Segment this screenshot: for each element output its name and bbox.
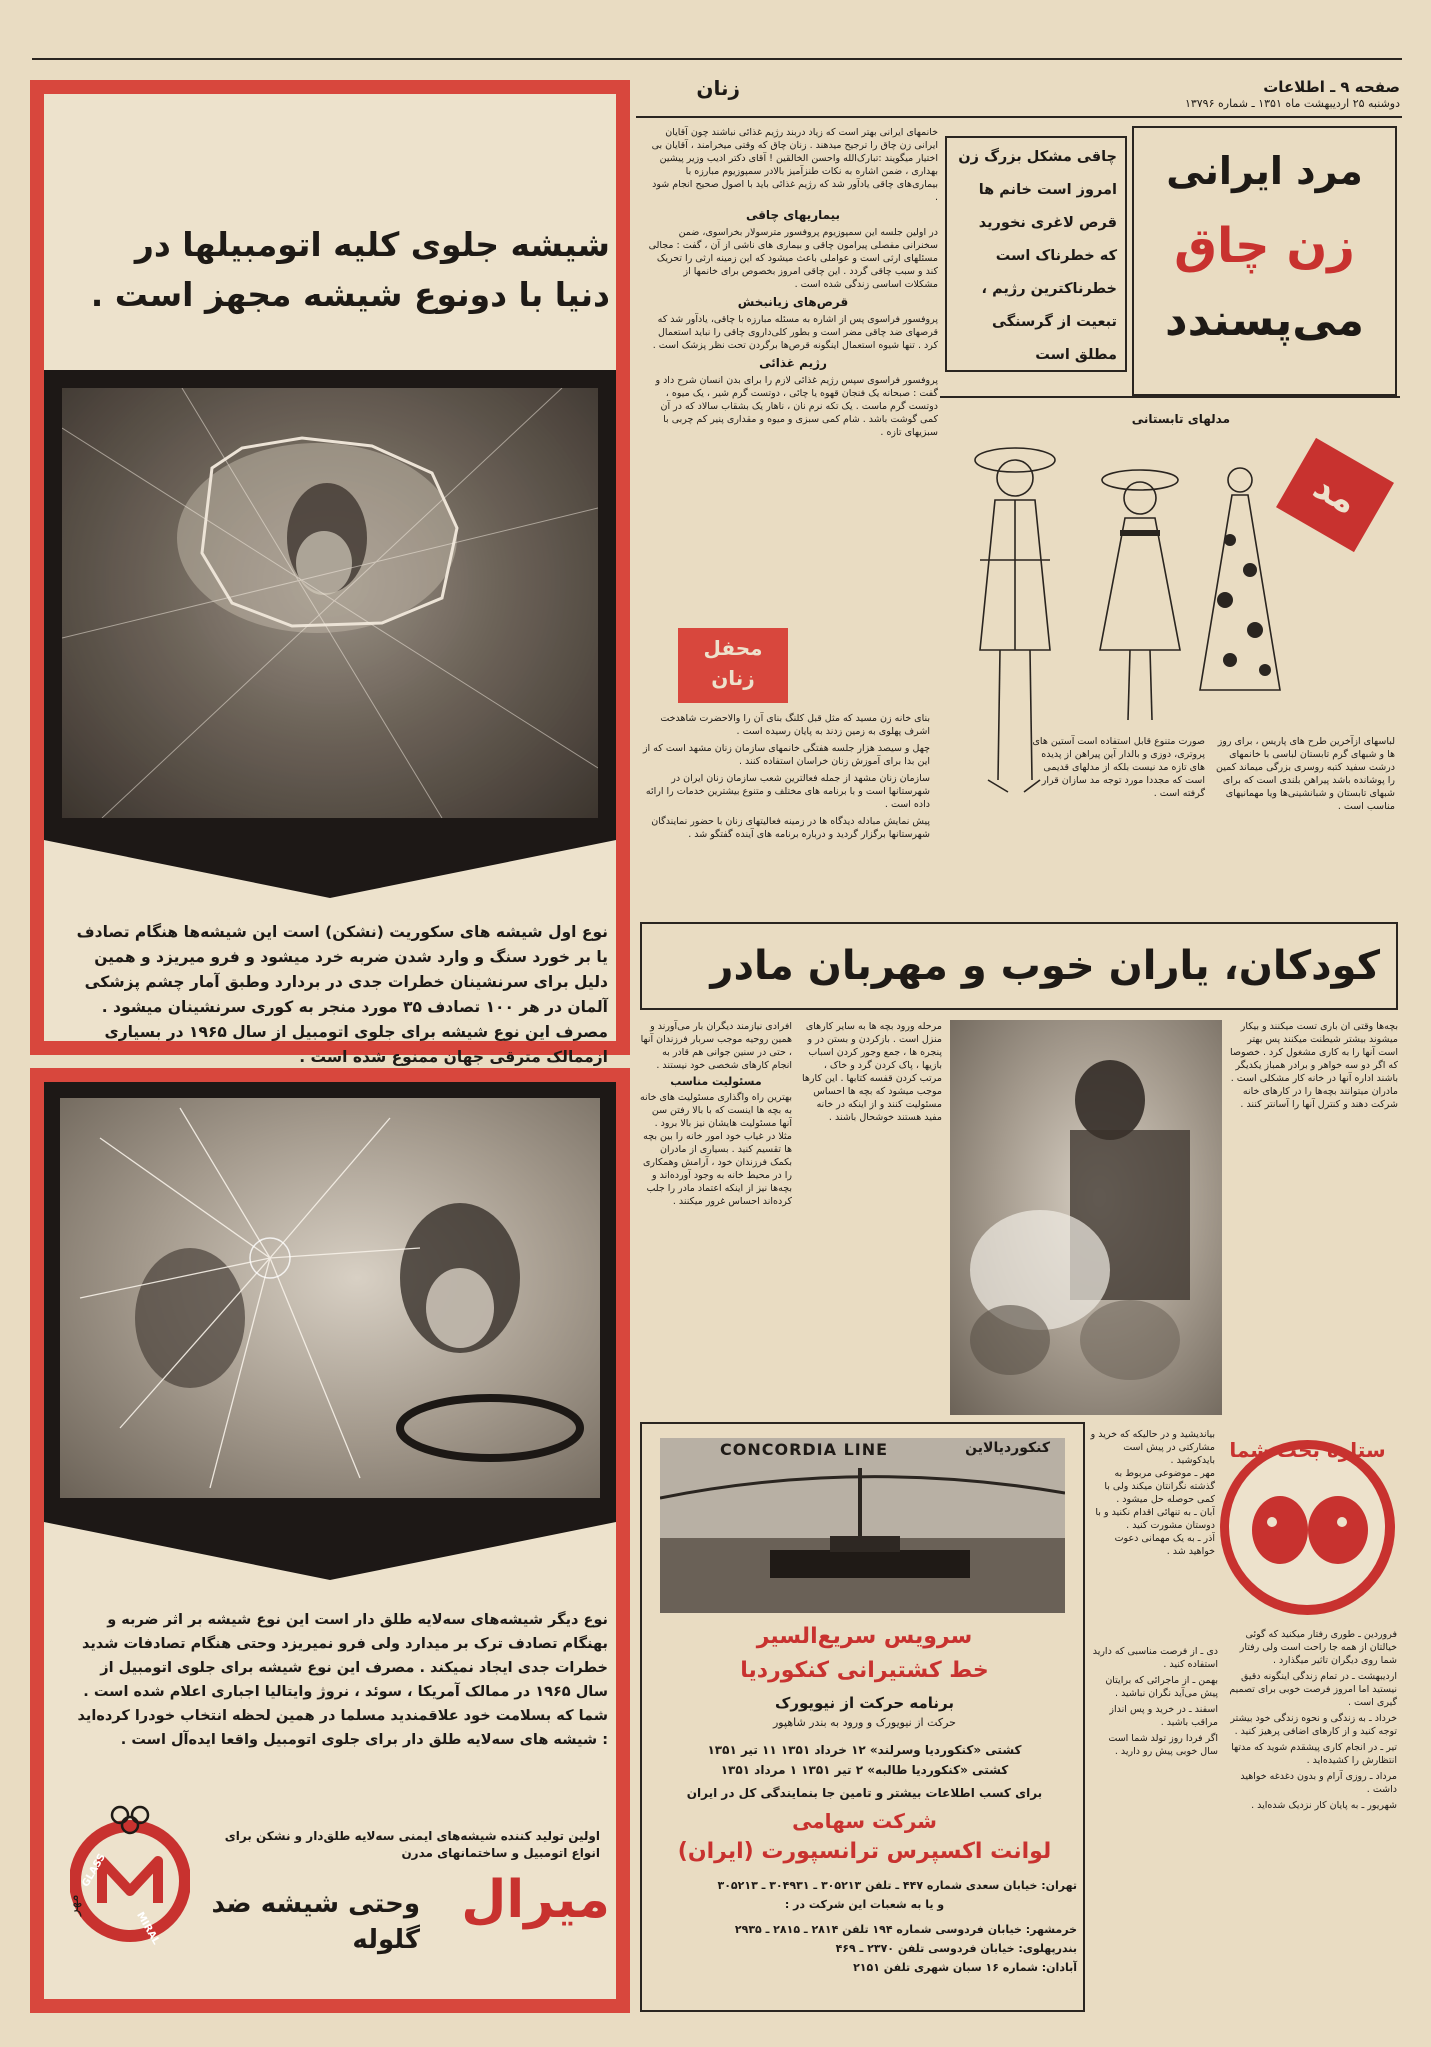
subheadline-lines xyxy=(947,138,1125,375)
branch-row: خرمشهر: خیابان فردوسی شماره ۱۹۴ تلفن ۲۸۱۴ ـ ۲۸۱۵ ـ ۲۹۳۵ xyxy=(734,1923,1077,1936)
headline-line1: مرد ایرانی xyxy=(1166,149,1363,193)
subheadline-line: تبعیت از گرسنگی xyxy=(992,314,1117,330)
ad-top-body: نوع اول شیشه های سکوریت (نشکن) است این شیشه‌ها هنگام تصادف یا بر خورد سنگ و وارد شدن ضربه خرد میشود و فرو میریزد و همین دلیل برای سرنشینان خطرات جدی در بردارد وطبق آمار چشم پزشکی آلمان در هر ۱۰۰ تصادف ۳۵ مورد منجر به کوری سرنشینان میشود . مصرف این نوع شیشه برای جلوی اتومبیل از سال ۱۹۶۵ در بسیاری ازممالک مترقی جهان ممنوع شده است . xyxy=(76,923,608,1066)
horoscope-sign: مهر ـ موضوعی مربوط به گذشته نگرانتان میکند ولی با کمی حوصله حل میشود . xyxy=(1104,1468,1215,1505)
logo-text-bottom: MIRAL xyxy=(134,1910,162,1947)
badge-line1: محفل xyxy=(703,636,763,660)
main-story-column xyxy=(648,126,938,624)
concordia-service: سرویس سریع‌السیر xyxy=(756,1624,973,1649)
children-paragraph: افرادی نیازمند دیگران بار می‌آورند و همین روحیه موجب سربار فرزندان آنها ، حتی در سنین جوانی هم قادر به انجام کارهای شخصی خود نیستند . xyxy=(640,1021,792,1071)
children-subhead: مسئولیت مناسب xyxy=(670,1075,762,1088)
subheadline-line: چاقی مشکل بزرگ زن xyxy=(958,149,1117,165)
ad-top-photo-frame xyxy=(44,370,616,830)
mahfel-news xyxy=(640,712,930,902)
horoscope-intro: بیاندیشید و در حالیکه که خرید و مشارکتی در پیش است بایدکوشید . xyxy=(1090,1429,1215,1466)
horoscope-sign: آبان ـ به تنهائی اقدام نکنید و با دوستان مشورت کنید . xyxy=(1095,1507,1215,1531)
address-tehran: تهران: خیابان سعدی شماره ۴۴۷ ـ تلفن ۳۰۵۲۱۳ ـ ۳۰۴۹۳۱ ـ ۳۰۵۲۱۳ xyxy=(717,1879,1077,1892)
story-subhead: قرص‌های زیانبخش xyxy=(737,295,849,309)
fashion-text-left: صورت متنوع قابل استفاده است آستین های پروتری، دوزی و بالدار آین پیراهن از پدیده های تازه مد نیست بلکه از مدلهای قدیمی است که مجددا مورد توجه مد سازان قرار گرفته است . xyxy=(1032,736,1205,799)
story-subhead: رژیم غذائی xyxy=(759,356,827,370)
date-info: دوشنبه ۲۵ اردیبهشت ماه ۱۳۵۱ ـ شماره ۱۳۷۹۶ xyxy=(1184,97,1400,110)
subheadline-box xyxy=(945,136,1127,372)
horoscope-title: ستاره بخت شما xyxy=(1229,1438,1386,1462)
subheadline-line: که خطرناک است xyxy=(995,248,1117,264)
section-title: زنان xyxy=(696,76,740,100)
children-paragraph: بهترین راه واگذاری مسئولیت های خانه به بچه ها اینست که با بالا رفتن سن آنها مسئولیت هایشان نیز بالا برود . مثلا در غیاب خود امور خانه را بین بچه ها تقسیم کنید . بسیاری از مادران بکمک فرزندان خود ، آرامش وهمکاری را در محیط خانه به وجود آورده‌اند و بچه‌ها نیز از اینکه اعتماد مادر را جلب کرده‌اند احساس غرور میکنند . xyxy=(640,1092,792,1207)
ad-top xyxy=(30,80,630,1066)
schedule-row: کشتی «کنکوردیا وسرلند» ۱۲ خرداد ۱۳۵۱ ۱۱ تیر ۱۳۵۱ xyxy=(707,1743,1022,1757)
schedule-list xyxy=(652,1740,1077,1780)
page-info: صفحه ۹ ـ اطلاعات xyxy=(1263,78,1400,96)
miral-logo xyxy=(70,1803,190,1947)
story-paragraph: پروفسور فراسوی سپس رژیم غذائی لازم را برای بدن انسان شرح داد و گفت : صبحانه یک فنجان قهوه یا چائی ، دوتست گرم شیر ، یک میوه ، دوتست گرم ماست . یک تکه نرم نان ، ناهار یک بشقاب سالاد که در آن کمی گوشت باشد . شام کمی سبزی و میوه و مقداری پنیر کم چربی با سبزیهای تازه . xyxy=(655,375,938,438)
schedule-row: کشتی «کنکوردیا طالبه» ۲ تیر ۱۳۵۱ ۱ مرداد ۱۳۵۱ xyxy=(720,1763,1009,1777)
branches-title: و یا به شعبات این شرکت در : xyxy=(784,1898,945,1911)
horoscope-sign: مرداد ـ روزی آرام و بدون دغدغه خواهید داشت . xyxy=(1240,1771,1397,1795)
story-subhead: بیماریهای چاقی xyxy=(745,208,841,222)
horoscope-sign: آذر ـ به یک مهمانی دعوت خواهید شد . xyxy=(1114,1533,1215,1557)
schedule-title: برنامه حرکت از نیویورک xyxy=(775,1694,954,1712)
horoscope-right-col xyxy=(1225,1628,1397,2013)
horoscope-sign: دی ـ از فرصت مناسبی که دارید استفاده کنید . xyxy=(1092,1646,1218,1670)
badge-line2: زنان xyxy=(711,666,755,690)
children-col1: بچه‌ها وقتی ان باری تست میکنند و بیکار میشوند بیشتر شیطنت میکنند پس بهتر است آنها را به کاری مشغول کرد . خصوصا که اگر دو سه خواهر و برادر همباز یکدیگر باشند اداره آنها در خانه کار مشکلی است . مادران میتوانند بچه‌ها را در کارهای خانه شرکت دهند و کنترل آنها را آسانتر کنند . xyxy=(1230,1021,1398,1110)
main-headline-box xyxy=(1132,126,1397,396)
horoscope-sign: شهریور ـ به پایان کار نزدیک شده‌اید . xyxy=(1251,1800,1397,1811)
cracked-windshield-photo xyxy=(60,1098,600,1498)
fashion-title: مدلهای تابستانی xyxy=(1131,412,1230,426)
concordia-line: خط کشتیرانی کنکوردیا xyxy=(740,1658,989,1683)
company-line2: لوانت اکسپرس ترانسپورت (ایران) xyxy=(677,1839,1052,1864)
miral-slogan: وحتی شیشه ضد گلوله xyxy=(211,1889,420,1955)
fashion-text-right: لباسهای ازآخرین طرح های پاریس ، برای روز ها و شبهای گرم تابستان لباسی با خانمهای درشت سفید کتبه روسری بزرگی میماند کمین را پوشانده باشد پیراهن بلندی است که برای شبهای تابستان و شبانشینی‌ها ویا مهمانیهای مناسب است . xyxy=(1215,736,1395,812)
header-rule xyxy=(32,58,1402,60)
mahfel-badge xyxy=(678,628,788,703)
story-paragraph: در اولین جلسه این سمپوزیوم پروفسور مترسولار بخراسوی، ضمن سخنرانی مفصلی پیرامون چاقی و بیماری های ناشی از آن ، گفت : مجالی مسئلهای ارثی است و عواملی باعث میشود که این زمینه ارثی را تحریک کند و سبب چاقی گردد . این چاقی امروز بخصوص برای خانمها از مشکلات اساسی زندگی شده است . xyxy=(648,227,938,290)
children-photo xyxy=(950,1020,1222,1415)
miral-brand: میرال xyxy=(461,1870,610,1930)
children-headline: کودکان، یاران خوب و مهربان مادر xyxy=(710,943,1380,989)
story-paragraph: پروفسور فراسوی پس از اشاره به مسئله مبارزه با چاقی، یادآور شد که قرصهای ضد چاقی مضر است و بطور کلی‌داروی چاقی را نباید استعمال کرد . تنها شیوه استعمال اینگونه قرص‌ها برگردن تحت نظر پزشک است . xyxy=(652,314,938,351)
branch-row: آبادان: شماره ۱۶ سبان شهری تلفن ۲۱۵۱ xyxy=(853,1961,1077,1974)
fashion-rule xyxy=(940,396,1400,398)
logo-text-top: GLASS xyxy=(80,1852,108,1889)
concordia-ad xyxy=(640,1422,1085,2012)
subheadline-line: مطلق است xyxy=(1035,347,1117,363)
horoscope-intro-col xyxy=(1090,1428,1215,1638)
ship-photo xyxy=(660,1438,1065,1613)
headline-line3: می‌پسندد xyxy=(1164,295,1364,346)
horoscope-sign: اسفند ـ در خرید و پس انداز مراقب باشید . xyxy=(1109,1704,1218,1728)
horoscope-sign: خرداد ـ به زندگی و نحوه زندگی خود بیشتر توجه کنید و از کارهای اضافی پرهیز کنید . xyxy=(1230,1713,1397,1737)
horoscope-left-col xyxy=(1090,1645,1218,2013)
ship-caption: CONCORDIA LINE xyxy=(720,1440,889,1459)
fashion-tag: مد xyxy=(1276,438,1394,552)
ad-bottom-body: نوع دیگر شیشه‌های سه‌لایه طلق دار است این نوع شیشه بر اثر ضربه و بهنگام تصادف ترک بر میدارد ولی فرو نمیریزد وحتی هنگام تصادفات شدید خطرات جدی ایجاد نمیکند . مصرف این نوع شیشه برای جلوی اتومبیل از سال ۱۹۶۵ در ممالک آمریکا ، سوئد ، نروژ وایتالیا اجباری اعلام شده است . شما که بسلامت خود علاقمندید مسلما در همین لحظه انتخاب خودرا کرده‌اید : شیشه های سه‌لایه طلق دار برای جلوی اتومبیل واقعا ایده‌آل است . xyxy=(77,1612,608,1748)
horoscope-sign: تیر ـ در انجام کاری پیشقدم شوید که مدتها انتظارش را کشیده‌اید . xyxy=(1231,1742,1397,1766)
schedule-subtitle: حرکت از نیویورک و ورود به بندر شاهپور xyxy=(773,1716,956,1729)
ad-top-headline: شیشه جلوی کلیه اتومبیلها در دنیا با دونوع شیشه مجهز است . xyxy=(90,225,610,314)
broken-windshield-photo xyxy=(62,388,598,818)
ad-bottom xyxy=(30,1068,630,2013)
story-paragraph: خانمهای ایرانی بهتر است که زیاد دربند رژیم غذائی نباشند چون آقایان ایرانی زن چاق را ترجیح میدهند . زنان چاق که وقتی میخرامند ، آقایان بی اختیار میگویند :تبارک‌الله واحسن الخالقین ! آقای دکتر ادیب وزیر پیشین بهداری ، ضمن اشاره به نکات طنزآمیز بالادر سمپوزیوم مبارزه با بیماری‌های چاقی یادآور شد که رژیم غذائی باید با اصول صحیح انجام شود . xyxy=(651,127,938,203)
artist-signature: مهر xyxy=(66,1894,82,1916)
ad-bottom-photo-frame xyxy=(44,1082,616,1512)
branch-row: بندرپهلوی: خیابان فردوسی تلفن ۲۳۷۰ ـ ۴۶۹ xyxy=(835,1942,1077,1955)
miral-producer: اولین تولید کننده شیشه‌های ایمنی سه‌لایه طلق‌دار و نشکن برای انواع اتومبیل و ساختمانهای مدرن xyxy=(224,1829,600,1860)
subheadline-line: خطرناکترین رژیم ، xyxy=(981,281,1117,297)
news-item: چهل و سیصد هزار جلسه هفتگی خانمهای سازمان زنان مشهد است که از این بدا برای آموزش زنان خراسان استفاده کنند . xyxy=(642,743,930,767)
ship-caption-fa: کنکوردیالاین xyxy=(965,1440,1050,1456)
news-item: سازمان زنان مشهد از جمله فعالترین شعب سازمان زنان ایران در شهرستانها است و با برنامه های مختلف و متنوع بیشترین خدمات را ارائه داده است . xyxy=(645,773,930,810)
horoscope-sign: اردیبهشت ـ در تمام زندگی اینگونه دقیق نیستید اما امروز فرصت خوبی برای تصمیم گیری است . xyxy=(1229,1671,1397,1708)
company-line1: شرکت سهامی xyxy=(792,1809,937,1833)
horoscope-sign: اگر فردا روز تولد شما است سال خوبی پیش رو دارید . xyxy=(1108,1733,1218,1757)
subheadline-line: امروز است خانم ها xyxy=(978,182,1117,198)
headline-line2: زن چاق xyxy=(1174,218,1355,274)
children-headline-box xyxy=(640,922,1398,1010)
concordia-info: برای کسب اطلاعات بیشتر و تامین جا بنمایندگی کل در ایران xyxy=(686,1786,1043,1800)
children-col3 xyxy=(640,1020,792,1415)
branches-list xyxy=(652,1920,1077,1977)
horoscope-sign: فروردین ـ طوری رفتار میکنید که گوئی خیالتان از همه جا راحت است ولی رفتار شما روی دیگران تاثیر میگذارد . xyxy=(1239,1629,1397,1666)
children-col2: مرحله ورود بچه ها به سایر کارهای منزل است . بازکردن و بستن در و پنجره ها ، جمع وجور کردن اسباب بازیها ، پاک کردن گرد و خاک ، مرتب کردن قفسه کتابها . این کارها موجب میشود که بچه ها احساس مسئولیت کنند و از اینکه در خانه مفید هستند خوشحال باشند . xyxy=(802,1021,942,1123)
subheadline-line: قرص لاغری نخورید xyxy=(978,215,1117,231)
horoscope-emblem xyxy=(1220,1440,1395,1615)
news-item: بنای خانه زن مسید که مثل قبل کلنگ بنای آن را والاحضرت شاهدخت اشرف پهلوی به زمین زدند به پایان رسیده است . xyxy=(660,713,930,737)
news-item: پیش نمایش مبادله دیدگاه ها در زمینه فعالیتهای زنان با حضور نمایندگان شهرستانها برگزار گردید و درباره برنامه های آینده گفتگو شد . xyxy=(651,816,930,840)
horoscope-sign: بهمن ـ از ماجرائی که برایتان پیش می‌آید نگران نباشید . xyxy=(1105,1675,1218,1699)
header-rule-right xyxy=(636,116,1402,118)
